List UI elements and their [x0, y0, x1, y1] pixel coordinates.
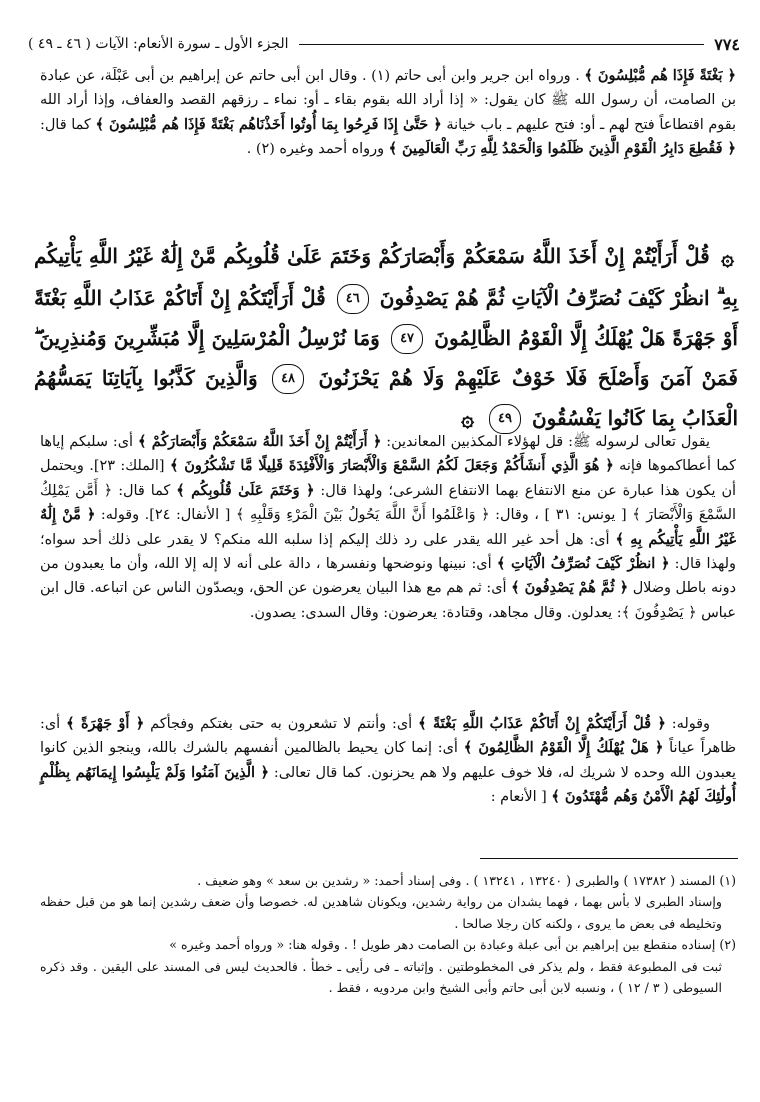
quran-quote: ﴿ ثُمَّ هُمْ يَصْدِفُونَ ﴾	[511, 579, 629, 597]
quran-quote: ﴿ وَخَتَمَ عَلَىٰ قُلُوبِكُم ﴾	[176, 481, 315, 499]
text-run: [الملك: ٢٣]. ويحتمل أن يكون هذا عبارة عن منع الانتفاع بهما الانتفاع الشرعى؛ ولهذا قال:	[40, 458, 737, 499]
text-run: وقوله:	[671, 716, 711, 732]
ornament-open-icon: ۞	[721, 244, 734, 271]
text-run: أى: ثم هم مع هذا البيان يعرضون عن الحق، ويصدّون الناس عن اتباعه. قال ابن عباس ﴿ يَصْدِفُونَ ﴾: يعدلون. وقال مجاهد، وقتادة: يعرضون: وقال السدى: يصدون.	[40, 580, 736, 621]
ayah-marker-47: ٤٧	[391, 324, 423, 354]
text-run: [ الأنعام :	[490, 789, 547, 806]
text-run: أى: سلبكم إياها كما أعطاكموها فإنه	[40, 434, 736, 475]
text-run: كما قال: ﴿ أَمَّن يَمْلِكُ السَّمْعَ وَالْأَبْصَارَ ﴾ [ يونس: ٣١ ] ، وقال: ﴿ وَاعْلَمُوا أَنَّ اللَّهَ يَحُولُ بَيْنَ الْمَرْءِ وَقَلْبِهِ ﴾ [ الأنفال: ٢٤]. وقوله:	[40, 482, 737, 524]
quran-quote: ﴿ الَّذِينَ آمَنُوا وَلَمْ يَلْبِسُوا إِيمَانَهُم بِظُلْمٍ أُولَٰئِكَ لَهُمُ الْأَمْنُ وَهُم مُّهْتَدُونَ ﴾	[40, 763, 736, 806]
quran-quote: ﴿ هُوَ الَّذِي أَنشَأَكُمْ وَجَعَلَ لَكُمُ السَّمْعَ وَالْأَبْصَارَ وَالْأَفْئِدَةَ قَلِيلًا مَّا تَشْكُرُونَ ﴾	[169, 457, 614, 475]
footnote-separator	[480, 858, 738, 859]
paragraph-1	[40, 64, 736, 162]
quran-quote: ﴿ قُلْ أَرَأَيْتَكُمْ إِنْ أَتَاكُمْ عَذَابُ اللَّهِ بَغْتَةً ﴾	[418, 715, 666, 732]
quran-quote: ﴿ بَغْتَةً فَإِذَا هُم مُّبْلِسُونَ ﴾	[584, 67, 736, 84]
text-run: أى: هل أحد غير الله يقدر على رد ذلك إليكم إذا سلبه الله منكم؟ لا يقدر على ذلك أحد سواه؛ ولهذا قال:	[40, 531, 737, 573]
footnote-2-cont: ثبت فى المطبوعة فقط ، ولم يذكر فى المخطوطتين . وإثباته ـ فى رأيى ـ خطأ . فالحديث ليس فى المسند على اليقين . وقد ذكره السيوطى ( ٣ / ١٢ ) ، ونسبه لابن أبى حاتم وأبى الشيخ وابن مردويه ، فقط .	[40, 958, 722, 996]
paragraph-3	[40, 712, 736, 810]
quran-quote: ﴿ أَوْ جَهْرَةً ﴾	[66, 715, 145, 732]
text-run: أى: إنما كان يحيط بالظالمين أنفسهم بالشرك بالله، وينجو الذين كانوا يعبدون الله وحده لا شريك له، فلا خوف عليهم ولا هم يحزنون. كما قال تعالى:	[40, 740, 736, 781]
text-run: أى: ظاهراً عياناً	[40, 716, 736, 757]
paragraph-2	[40, 430, 736, 625]
footnote-1: (١) المسند ( ١٧٣٨٢ ) والطبرى ( ١٣٢٤٠ ، ١٣٢٤١ ) . وفى إسناد أحمد: « رشدين بن سعد » وهو ضعيف .	[197, 873, 736, 888]
verse-46: قُلْ أَرَأَيْتُمْ إِنْ أَخَذَ اللَّهُ سَمْعَكُمْ وَأَبْصَارَكُمْ وَخَتَمَ عَلَىٰ قُلُوبِكُم مَّنْ إِلَٰهٌ غَيْرُ اللَّهِ يَأْتِيكُم بِهِ ۗ انظُرْ كَيْفَ نُصَرِّفُ الْآيَاتِ ثُمَّ هُمْ يَصْدِفُونَ	[34, 244, 738, 310]
text-run: أى: نبينها ونوضحها ونفسرها ، دالة على أنه لا إله إلا الله، وأن ما يعبدون من دونه باطل وضلال	[40, 556, 737, 597]
footnote-2: (٢) إسناده منقطع بين إبراهيم بن أبى عبلة وعبادة بن الصامت دهر طويل ! . وقوله هنا: « ورواه أحمد وغيره »	[169, 937, 736, 953]
text-run: ورواه أحمد وغيره (٢) .	[246, 141, 385, 158]
verse-48: وَمَا نُرْسِلُ الْمُرْسَلِينَ إِلَّا مُبَشِّرِينَ وَمُنذِرِينَ ۖ فَمَنْ آمَنَ وَأَصْلَحَ فَلَا خَوْفٌ عَلَيْهِمْ وَلَا هُمْ يَحْزَنُونَ	[34, 325, 738, 390]
text-run: كما قال:	[40, 116, 91, 133]
text-run: . ورواه ابن جرير وابن أبى حاتم (١) . وقال ابن أبى حاتم عن إبراهيم بن أبى عَبْلَة، عن عبادة بن الصامت، أن رسول الله ﷺ كان يقول: « إذا أراد الله بقوم بقاء ـ أو: نماء ـ رزقهم القصد والعفاف، وإذا أراد الله بقوم اقتطاعاً فتح لهم ـ أو: فتح عليهم ـ باب خيانة	[40, 68, 736, 133]
quran-quote: ﴿ مَّنْ إِلَٰهٌ غَيْرُ اللَّهِ يَأْتِيكُم بِهِ ﴾	[40, 506, 736, 548]
quran-quote: ﴿ أَرَأَيْتُمْ إِنْ أَخَذَ اللَّهُ سَمْعَكُمْ وَأَبْصَارَكُمْ ﴾	[138, 433, 382, 450]
commentary-block-top	[40, 64, 736, 162]
footnote-1-cont: وإسناد الطبرى لا بأس بهما ، فهما يشدان من رواية رشدين، ويكونان شاهدين له. خصوصا وأن ضعف رشدين إنما هو من قبل حفظه وتخليطه فى بعض ما يروى ، ولكنه كان رجلا صالحا .	[40, 894, 722, 931]
quran-verses-block	[34, 236, 738, 439]
ornament-close-icon: ۞	[461, 406, 475, 432]
commentary-block-bottom	[40, 712, 736, 810]
quran-quote: ﴿ هَلْ يُهْلَكُ إِلَّا الْقَوْمُ الظَّالِمُونَ ﴾	[463, 739, 664, 757]
quran-quote: ﴿ فَقُطِعَ دَابِرُ الْقَوْمِ الَّذِينَ ظَلَمُوا وَالْحَمْدُ لِلَّهِ رَبِّ الْعَالَمِينَ ﴾	[388, 140, 736, 158]
running-head: الجزء الأول ـ سورة الأنعام: الآيات ( ٤٦ ـ ٤٩ )	[28, 36, 289, 52]
quran-quote: ﴿ انظُرْ كَيْفَ نُصَرِّفُ الْآيَاتِ ﴾	[496, 555, 670, 573]
ayah-marker-46: ٤٦	[337, 284, 369, 314]
verse-49: وَالَّذِينَ كَذَّبُوا بِآيَاتِنَا يَمَسُّهُمُ الْعَذَابُ بِمَا كَانُوا يَفْسُقُونَ	[34, 365, 738, 430]
ayah-marker-48: ٤٨	[272, 364, 304, 394]
header-rule	[299, 44, 705, 45]
quran-quote: ﴿ حَتَّىٰ إِذَا فَرِحُوا بِمَا أُوتُوا أَخَذْنَاهُم بَغْتَةً فَإِذَا هُم مُّبْلِسُونَ ﴾	[95, 115, 442, 133]
text-run: أى: وأنتم لا تشعرون به حتى بغتكم وفجأكم	[150, 716, 413, 732]
commentary-block-middle	[40, 430, 736, 625]
page-header	[28, 30, 740, 58]
text-run: يقول تعالى لرسوله ﷺ: قل لهؤلاء المكذبين المعاندين:	[386, 434, 710, 450]
verse-47: قُلْ أَرَأَيْتَكُمْ إِنْ أَتَاكُمْ عَذَابُ اللَّهِ بَغْتَةً أَوْ جَهْرَةً هَلْ يُهْلَكُ إِلَّا الْقَوْمُ الظَّالِمُونَ	[34, 285, 738, 350]
ayah-marker-49: ٤٩	[489, 404, 521, 434]
page-number: ٧٧٤	[714, 34, 740, 54]
footnotes	[40, 870, 736, 998]
